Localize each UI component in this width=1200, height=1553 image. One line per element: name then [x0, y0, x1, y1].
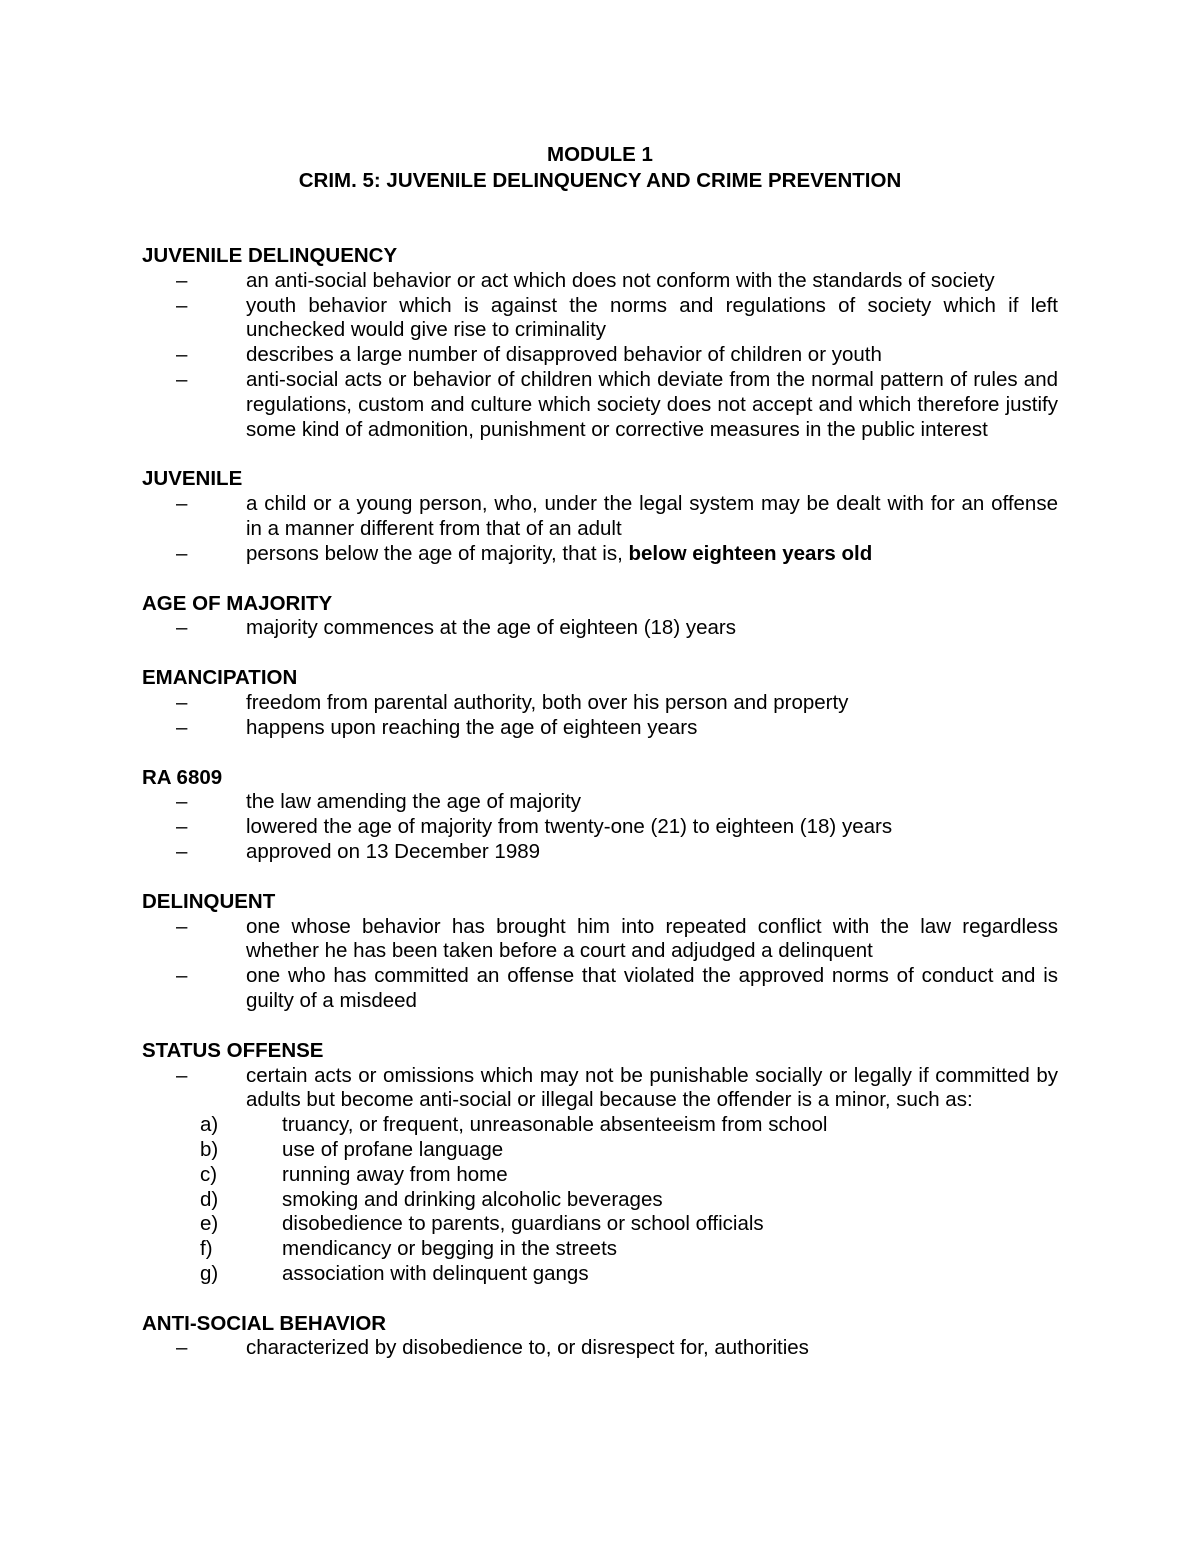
bullet-item — [142, 542, 1058, 567]
bullet-item — [142, 492, 1058, 542]
bullet-item — [142, 343, 1058, 368]
bullet-text: one who has committed an offense that violated the approved norms of conduct and is guilty of a misdeed — [246, 964, 1058, 1012]
bullet-text: one whose behavior has brought him into repeated conflict with the law regardless whether he has been taken before a court and adjudged a delinquent — [246, 914, 1058, 963]
course-title: CRIM. 5: JUVENILE DELINQUENCY AND CRIME PREVENTION — [298, 169, 902, 192]
bullet-text: an anti-social behavior or act which does not conform with the standards of society — [246, 268, 995, 292]
sub-item-letter: f) — [200, 1237, 213, 1261]
dash-marker: – — [176, 1336, 188, 1360]
dash-marker: – — [176, 541, 188, 565]
sub-item — [142, 1262, 1058, 1287]
sub-item — [142, 1188, 1058, 1213]
dash-marker: – — [176, 914, 188, 938]
bullet-item — [142, 1336, 1058, 1361]
sub-item-text: truancy, or frequent, unreasonable absenteeism from school — [282, 1113, 828, 1137]
dash-marker: – — [176, 715, 188, 739]
sub-item-letter: e) — [200, 1212, 219, 1236]
bullet-text-emphasis: below eighteen years old — [628, 541, 873, 565]
sub-item — [142, 1113, 1058, 1138]
section-heading: JUVENILE DELINQUENCY — [142, 244, 398, 267]
dash-marker: – — [176, 343, 188, 367]
section-age-of-majority — [142, 592, 1058, 642]
bullet-text: certain acts or omissions which may not be punishable socially or legally if committed by adults but become anti-social or illegal because the offender is a minor, such as: — [246, 1063, 1058, 1112]
bullet-text: youth behavior which is against the norms and regulations of society which if left unchecked would give rise to criminality — [246, 293, 1058, 342]
dash-marker: – — [176, 690, 188, 714]
bullet-item — [142, 691, 1058, 716]
sub-item-text: smoking and drinking alcoholic beverages — [282, 1187, 663, 1211]
dash-marker: – — [176, 790, 188, 814]
section-status-offense — [142, 1039, 1058, 1287]
sub-item-letter: a) — [200, 1113, 219, 1137]
dash-marker: – — [176, 268, 188, 292]
sub-item-letter: d) — [200, 1187, 219, 1211]
section-juvenile-delinquency — [142, 244, 1058, 442]
bullet-text: lowered the age of majority from twenty-one (21) to eighteen (18) years — [246, 815, 893, 839]
bullet-text: anti-social acts or behavior of children which deviate from the normal pattern of rules and regulations, custom and culture which society does not accept and which therefore justify some kind of admonition, punishment or corrective measures in the public interest — [246, 367, 1058, 441]
section-anti-social-behavior — [142, 1312, 1058, 1362]
bullet-item — [142, 1064, 1058, 1114]
dash-marker: – — [176, 964, 188, 988]
bullet-item — [142, 269, 1058, 294]
sub-item — [142, 1212, 1058, 1237]
bullet-text — [246, 542, 1058, 567]
bullet-item — [142, 294, 1058, 344]
sub-item-letter: c) — [200, 1162, 218, 1186]
bullet-item — [142, 964, 1058, 1014]
section-heading: ANTI-SOCIAL BEHAVIOR — [142, 1311, 387, 1335]
section-emancipation — [142, 666, 1058, 740]
dash-marker: – — [176, 815, 188, 839]
dash-marker: – — [176, 1063, 188, 1087]
bullet-text: characterized by disobedience to, or disrespect for, authorities — [246, 1336, 809, 1360]
bullet-item — [142, 790, 1058, 815]
section-delinquent — [142, 890, 1058, 1014]
module-title: MODULE 1 — [547, 143, 653, 166]
bullet-item — [142, 716, 1058, 741]
section-heading: AGE OF MAJORITY — [142, 591, 333, 615]
section-heading: STATUS OFFENSE — [142, 1038, 324, 1062]
bullet-text: happens upon reaching the age of eighteen years — [246, 715, 698, 739]
dash-marker: – — [176, 293, 188, 317]
section-heading: EMANCIPATION — [142, 666, 298, 690]
dash-marker: – — [176, 616, 188, 640]
section-juvenile — [142, 467, 1058, 566]
dash-marker: – — [176, 839, 188, 863]
sub-item-text: disobedience to parents, guardians or school officials — [282, 1212, 764, 1236]
bullet-text: freedom from parental authority, both over his person and property — [246, 690, 849, 714]
sub-item-text: use of profane language — [282, 1137, 504, 1161]
section-heading: RA 6809 — [142, 765, 223, 789]
sub-item — [142, 1138, 1058, 1163]
bullet-item — [142, 840, 1058, 865]
bullet-text: majority commences at the age of eighteen (18) years — [246, 616, 736, 640]
bullet-item — [142, 915, 1058, 965]
bullet-item — [142, 616, 1058, 641]
sub-item — [142, 1237, 1058, 1262]
bullet-text: the law amending the age of majority — [246, 790, 582, 814]
dash-marker: – — [176, 367, 188, 391]
sub-item-text: mendicancy or begging in the streets — [282, 1237, 618, 1261]
sub-item-text: running away from home — [282, 1162, 508, 1186]
dash-marker: – — [176, 492, 188, 516]
document-content — [142, 142, 1058, 1361]
section-heading: DELINQUENT — [142, 889, 276, 913]
bullet-item — [142, 815, 1058, 840]
sub-item — [142, 1163, 1058, 1188]
bullet-text: describes a large number of disapproved behavior of children or youth — [246, 343, 882, 367]
bullet-text-prefix: persons below the age of majority, that is, — [246, 541, 629, 565]
section-ra-6809 — [142, 766, 1058, 865]
bullet-text: a child or a young person, who, under the legal system may be dealt with for an offense in a manner different from that of an adult — [246, 492, 1058, 540]
bullet-item — [142, 368, 1058, 442]
sub-item-letter: g) — [200, 1261, 219, 1285]
section-heading: JUVENILE — [142, 467, 243, 491]
sub-item-text: association with delinquent gangs — [282, 1261, 589, 1285]
document-header — [142, 142, 1058, 194]
sub-item-letter: b) — [200, 1137, 219, 1161]
bullet-text: approved on 13 December 1989 — [246, 839, 541, 863]
